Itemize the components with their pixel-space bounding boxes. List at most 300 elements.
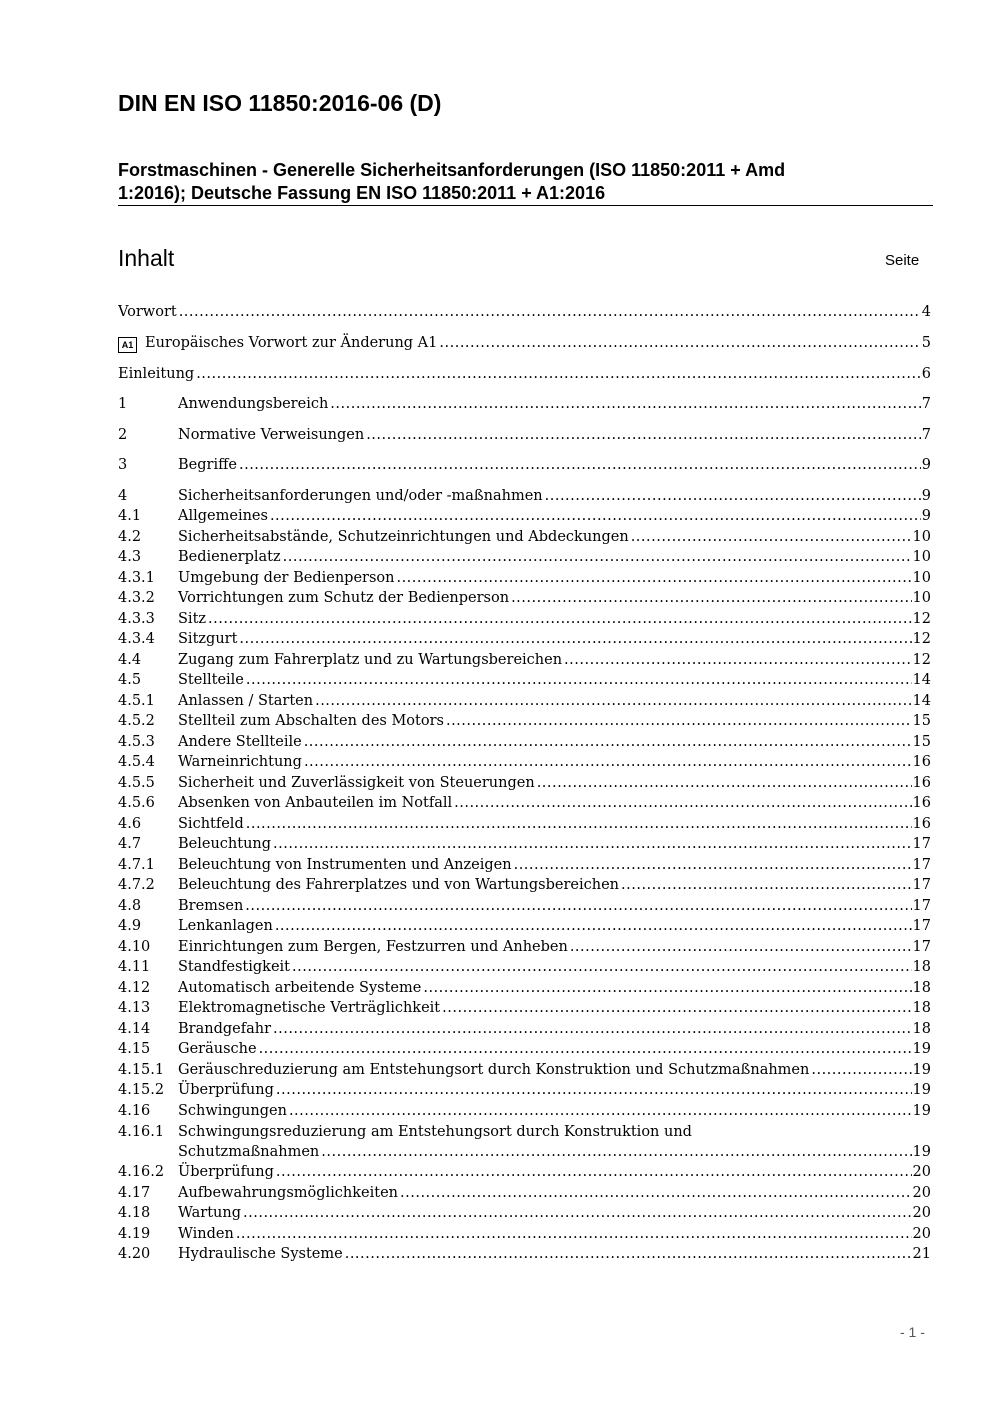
toc-entry-line: [178, 1183, 931, 1203]
toc-entry-line: [178, 1019, 931, 1039]
toc-entry[interactable]: [118, 732, 931, 752]
toc-entry-number: 4.3.2: [118, 590, 155, 606]
toc-entry-label-wrap: [178, 670, 244, 690]
toc-entry-label-wrap: [178, 875, 619, 895]
subtitle-line-2: 1:2016); Deutsche Fassung EN ISO 11850:2011 + A1:2016: [118, 183, 606, 203]
toc-entry-label-wrap: [178, 1039, 257, 1059]
toc-entry-page: 7: [921, 396, 931, 412]
toc-entry-line: [178, 425, 931, 445]
dot-leader: [283, 547, 912, 567]
toc-entry-label-wrap: [178, 1224, 234, 1244]
toc-entry-page: 19: [912, 1144, 931, 1160]
toc-entry[interactable]: [118, 1183, 931, 1203]
toc-entry-label-wrap: [178, 711, 444, 731]
toc-entry-line: [178, 916, 931, 936]
toc-entry-page: 19: [912, 1062, 931, 1078]
toc-entry-page: 16: [912, 775, 931, 791]
toc-entry-number: 4.5.3: [118, 734, 155, 750]
toc-entry-page: 14: [912, 672, 931, 688]
toc-entry-label: Hydraulische Systeme: [178, 1246, 343, 1262]
toc-entry[interactable]: [118, 1244, 931, 1264]
toc-entry-label: Überprüfung: [178, 1164, 274, 1180]
toc-entry-page: 12: [912, 652, 931, 668]
toc-entry-number: 4: [118, 488, 128, 504]
toc-entry-number: 4.19: [118, 1226, 151, 1242]
toc-entry-number: 4.9: [118, 918, 142, 934]
dot-leader: [292, 957, 912, 977]
toc-entry[interactable]: [118, 629, 931, 649]
toc-entry-label-wrap: [178, 1162, 274, 1182]
toc-entry-page: 20: [912, 1185, 931, 1201]
dot-leader: [273, 834, 912, 854]
toc-entry-number: 3: [118, 457, 128, 473]
toc-entry-label-wrap: [178, 1183, 398, 1203]
toc-entry-number: 4.13: [118, 1000, 151, 1016]
toc-entry-number: 4.15: [118, 1041, 151, 1057]
toc-entry-page: 17: [912, 918, 931, 934]
toc-entry[interactable]: [118, 650, 931, 670]
toc-entry[interactable]: [118, 937, 931, 957]
toc-entry-line: [178, 978, 931, 998]
dot-leader: [366, 425, 921, 445]
toc-entry-number: 4.4: [118, 652, 142, 668]
dot-leader: [275, 916, 912, 936]
toc-entry-label: Geräuschreduzierung am Entstehungsort durch Konstruktion und Schutzmaßnahmen: [178, 1062, 810, 1078]
toc-entry-page: 12: [912, 611, 931, 627]
toc-entry[interactable]: [118, 752, 931, 772]
toc-entry-label: Brandgefahr: [178, 1021, 271, 1037]
toc-entry-label: Wartung: [178, 1205, 242, 1221]
toc-entry-page: 4: [921, 304, 931, 320]
toc-entry-number: 4.20: [118, 1246, 151, 1262]
toc-entry-label-wrap: [178, 425, 364, 445]
toc-entry-line: [178, 568, 931, 588]
toc-entry-line: [178, 1101, 931, 1121]
toc-entry-label: Sicherheitsabstände, Schutzeinrichtungen und Abdeckungen: [178, 529, 629, 545]
document-subtitle: [118, 159, 898, 205]
toc-entry-number: 4.3: [118, 549, 142, 565]
toc-entry-line: [178, 547, 931, 567]
toc-entry[interactable]: [118, 773, 931, 793]
toc-entry-number: 4.16.1: [118, 1124, 165, 1140]
dot-leader: [179, 302, 921, 322]
dot-leader: [442, 998, 911, 1018]
dot-leader: [259, 1039, 912, 1059]
toc-entry-page: 17: [912, 898, 931, 914]
dot-leader: [304, 752, 912, 772]
toc-entry-line: [178, 1244, 931, 1264]
dot-leader: [208, 609, 912, 629]
toc-entry-page: 17: [912, 857, 931, 873]
toc-entry-label-wrap: [178, 1203, 241, 1223]
toc-entry-label-wrap: [178, 394, 328, 414]
toc-entry-label-wrap: [178, 896, 243, 916]
toc-entry-page: 9: [921, 457, 931, 473]
toc-entry-line: [178, 814, 931, 834]
toc-entry-label: Bremsen: [178, 898, 244, 914]
toc-entry-number: 4.8: [118, 898, 142, 914]
toc-entry[interactable]: [118, 1060, 931, 1080]
toc-entry-line: [178, 394, 931, 414]
toc-entry-label: Einrichtungen zum Bergen, Festzurren und Anheben: [178, 939, 568, 955]
dot-leader: [243, 1203, 912, 1223]
toc-entry-label-wrap: [178, 588, 509, 608]
toc-entry-label-wrap: [178, 773, 535, 793]
toc-entry-label-wrap: [178, 1142, 319, 1162]
toc-entry-line: [178, 732, 931, 752]
dot-leader: [330, 394, 920, 414]
toc-entry-line: [178, 486, 931, 506]
toc-entry[interactable]: [118, 364, 931, 384]
toc-entry[interactable]: [118, 1019, 931, 1039]
toc-entry[interactable]: [118, 978, 931, 998]
toc-entry-number: 4.7: [118, 836, 142, 852]
toc-entry-page: 10: [912, 549, 931, 565]
toc-entry-page: 10: [912, 570, 931, 586]
toc-entry-number: 1: [118, 396, 128, 412]
toc-entry-label: Standfestigkeit: [178, 959, 290, 975]
dot-leader: [564, 650, 912, 670]
toc-entry-label: Umgebung der Bedienperson: [178, 570, 395, 586]
toc-entry-line: [178, 1080, 931, 1100]
toc-entry-line: [178, 527, 931, 547]
toc-entry-line: [118, 302, 931, 322]
page-column-label: Seite: [885, 252, 920, 269]
toc-entry[interactable]: [118, 1101, 931, 1121]
toc-entry-page: 18: [912, 1000, 931, 1016]
toc-entry-number: 4.5.6: [118, 795, 155, 811]
toc-entry-label-wrap: [178, 793, 452, 813]
page-number: - 1 -: [900, 1324, 925, 1340]
toc-entry-label-wrap: [178, 937, 568, 957]
dot-leader: [811, 1060, 911, 1080]
toc-entry-label: Aufbewahrungsmöglichkeiten: [178, 1185, 399, 1201]
toc-entry[interactable]: [118, 875, 931, 895]
toc-entry-label-wrap: [178, 1244, 343, 1264]
toc-entry[interactable]: [118, 691, 931, 711]
toc-entry-number: 4.11: [118, 959, 151, 975]
toc-entry-page: 19: [912, 1103, 931, 1119]
toc-entry-number: 4.10: [118, 939, 151, 955]
toc-entry[interactable]: [118, 1162, 931, 1182]
toc-entry-label: Warneinrichtung: [178, 754, 302, 770]
toc-entry-line: [178, 998, 931, 1018]
toc-entry-number: 4.12: [118, 980, 151, 996]
dot-leader: [454, 793, 911, 813]
toc-entry-number: 4.5.4: [118, 754, 155, 770]
toc-entry-label-wrap: [178, 527, 629, 547]
toc-entry[interactable]: [118, 916, 931, 936]
toc-entry-number: 4.16: [118, 1103, 151, 1119]
dot-leader: [289, 1101, 912, 1121]
toc-entry-label-wrap: [178, 732, 302, 752]
toc-entry[interactable]: [118, 957, 931, 977]
toc-entry-label: Europäisches Vorwort zur Änderung A1: [145, 335, 438, 351]
title-divider: [118, 205, 933, 206]
toc-entry-label: Sitzgurt: [178, 631, 238, 647]
toc-entry-page: 19: [912, 1082, 931, 1098]
toc-entry-label-wrap: [178, 834, 271, 854]
toc-entry-line: [178, 752, 931, 772]
toc-entry-number: 4.3.4: [118, 631, 155, 647]
toc-entry-line: [178, 855, 931, 875]
toc-entry-line: [178, 773, 931, 793]
toc-entry-line: [178, 793, 931, 813]
dot-leader: [545, 486, 921, 506]
toc-entry-label-wrap: [178, 547, 281, 567]
toc-entry-label-wrap: [178, 486, 543, 506]
toc-entry-number: 4.17: [118, 1185, 151, 1201]
dot-leader: [246, 814, 912, 834]
toc-entry-number: 4.18: [118, 1205, 151, 1221]
toc-entry-page: 5: [921, 335, 931, 351]
toc-entry-label-wrap: [178, 957, 290, 977]
toc-entry-label-line-1: Schwingungsreduzierung am Entstehungsort durch Konstruktion und: [178, 1124, 692, 1140]
toc-entry-number: 4.16.2: [118, 1164, 165, 1180]
toc-entry[interactable]: [118, 1080, 931, 1100]
toc-entry-label: Vorwort: [118, 304, 177, 320]
toc-entry-page: 20: [912, 1164, 931, 1180]
toc-entry-line: [178, 650, 931, 670]
toc-entry-label-wrap: [178, 650, 562, 670]
toc-entry[interactable]: [118, 793, 931, 813]
dot-leader: [396, 568, 911, 588]
toc-entry-label: Lenkanlagen: [178, 918, 273, 934]
toc-entry-label: Sicherheitsanforderungen und/oder -maßnahmen: [178, 488, 543, 504]
dot-leader: [273, 1019, 912, 1039]
toc-entry-page: 18: [912, 980, 931, 996]
toc-entry[interactable]: [118, 506, 931, 526]
toc-entry[interactable]: [118, 670, 931, 690]
toc-entry-line: [178, 455, 931, 475]
toc-entry[interactable]: [118, 425, 931, 445]
toc-entry-label-wrap: [178, 752, 302, 772]
dot-leader: [514, 855, 912, 875]
toc-entry-page: 17: [912, 877, 931, 893]
toc-entry-label-wrap: [178, 916, 273, 936]
dot-leader: [239, 455, 921, 475]
toc-entry-line: [178, 506, 931, 526]
toc-entry-line: [178, 670, 931, 690]
toc-entry-page: 16: [912, 754, 931, 770]
toc-entry-label-wrap: [118, 333, 437, 353]
toc-entry-label-wrap: [178, 998, 440, 1018]
dot-leader: [245, 896, 911, 916]
toc-entry-label: Zugang zum Fahrerplatz und zu Wartungsbereichen: [178, 652, 563, 668]
toc-entry-line: [118, 364, 931, 384]
toc-entry-label-wrap: [178, 609, 206, 629]
toc-entry[interactable]: [118, 834, 931, 854]
toc-entry-number: 4.5.2: [118, 713, 155, 729]
toc-entry[interactable]: [118, 998, 931, 1018]
toc-entry-label-wrap: [178, 814, 244, 834]
toc-entry[interactable]: [118, 568, 931, 588]
dot-leader: [270, 506, 921, 526]
subtitle-line-1: Forstmaschinen - Generelle Sicherheitsanforderungen (ISO 11850:2011 + Amd: [118, 160, 786, 180]
toc-entry[interactable]: [118, 711, 931, 731]
dot-leader: [439, 333, 920, 353]
toc-entry[interactable]: [118, 547, 931, 567]
toc-entry-label: Sicherheit und Zuverlässigkeit von Steuerungen: [178, 775, 535, 791]
toc-entry[interactable]: [118, 1203, 931, 1223]
toc-entry-label: Schwingungen: [178, 1103, 287, 1119]
toc-entry-line: [178, 834, 931, 854]
toc-entry-label: Sitz: [178, 611, 207, 627]
document-title: DIN EN ISO 11850:2016-06 (D): [118, 90, 442, 116]
toc-entry-page: 16: [912, 795, 931, 811]
toc-entry-label: Absenken von Anbauteilen im Notfall: [178, 795, 453, 811]
toc-entry[interactable]: [118, 814, 931, 834]
toc-entry[interactable]: [118, 394, 931, 414]
toc-entry-page: 20: [912, 1226, 931, 1242]
toc-entry-line: [118, 333, 931, 353]
toc-entry-line: [178, 629, 931, 649]
dot-leader: [621, 875, 912, 895]
toc-entry-label-wrap: [178, 568, 394, 588]
dot-leader: [321, 1142, 911, 1162]
toc-entry-number: 4.3.1: [118, 570, 155, 586]
toc-entry[interactable]: [118, 455, 931, 475]
toc-entry[interactable]: [118, 486, 931, 506]
toc-entry-label: Sichtfeld: [178, 816, 244, 832]
toc-entry-number: 4.3.3: [118, 611, 155, 627]
toc-entry[interactable]: [118, 1224, 931, 1244]
toc-entry-page: 18: [912, 959, 931, 975]
toc-entry-number: 4.15.2: [118, 1082, 165, 1098]
toc-entry-label-wrap: [178, 455, 237, 475]
toc-entry-label-wrap: [178, 1101, 287, 1121]
dot-leader: [345, 1244, 912, 1264]
toc-entry-page: 14: [912, 693, 931, 709]
toc-entry-label: Anwendungsbereich: [178, 396, 329, 412]
toc-entry-label-wrap: [178, 978, 421, 998]
toc-entry-line: [178, 937, 931, 957]
dot-leader: [239, 629, 911, 649]
toc-entry-label-wrap: [178, 506, 268, 526]
toc-entry-line: [178, 1162, 931, 1182]
toc-entry-label-wrap: [178, 1019, 271, 1039]
dot-leader: [276, 1080, 912, 1100]
toc-entry[interactable]: [118, 588, 931, 608]
toc-entry-page: 6: [921, 366, 931, 382]
toc-entry-label: Stellteil zum Abschalten des Motors: [178, 713, 444, 729]
toc-entry-page: 9: [921, 488, 931, 504]
toc-entry-label: Bedienerplatz: [178, 549, 281, 565]
toc-entry-label: Geräusche: [178, 1041, 257, 1057]
toc-entry-page: 10: [912, 529, 931, 545]
toc-entry-number: 4.5.5: [118, 775, 155, 791]
toc-entry-label-wrap: [178, 691, 313, 711]
dot-leader: [304, 732, 912, 752]
toc-entry-page: 19: [912, 1041, 931, 1057]
toc-entry[interactable]: [118, 1122, 931, 1162]
toc-entry-label: Schutzmaßnahmen: [178, 1144, 320, 1160]
toc-entry-line: [178, 1060, 931, 1080]
dot-leader: [570, 937, 912, 957]
toc-entry[interactable]: [118, 855, 931, 875]
toc-entry-line: [178, 1203, 931, 1223]
toc-entry-line: [178, 1142, 931, 1162]
toc-entry-page: 21: [912, 1246, 931, 1262]
toc-entry-label-wrap: [118, 364, 194, 384]
toc-entry-line: [178, 1224, 931, 1244]
toc-entry-label: Überprüfung: [178, 1082, 274, 1098]
dot-leader: [446, 711, 912, 731]
toc-entry-number: 4.2: [118, 529, 142, 545]
toc-entry-label: Winden: [178, 1226, 234, 1242]
toc-entry-label-wrap: [178, 1060, 809, 1080]
toc-entry-page: 18: [912, 1021, 931, 1037]
toc-entry-number: 4.14: [118, 1021, 151, 1037]
toc-entry-line: [178, 896, 931, 916]
toc-entry-label: Automatisch arbeitende Systeme: [178, 980, 422, 996]
toc-entry-label: Anlassen / Starten: [178, 693, 314, 709]
toc-entry-label: Einleitung: [118, 366, 195, 382]
toc-entry-label: Elektromagnetische Verträglichkeit: [178, 1000, 441, 1016]
toc-entry-line: [178, 609, 931, 629]
toc-entry-line: [178, 957, 931, 977]
toc-entry-page: 10: [912, 590, 931, 606]
toc-entry-label: Beleuchtung von Instrumenten und Anzeigen: [178, 857, 512, 873]
toc-entry-page: 17: [912, 939, 931, 955]
toc-entry-label: Beleuchtung: [178, 836, 272, 852]
toc-entry-page: 17: [912, 836, 931, 852]
toc-entry-number: 4.5.1: [118, 693, 155, 709]
toc-entry[interactable]: [118, 333, 931, 353]
toc-entry-label: Begriffe: [178, 457, 237, 473]
toc-entry-line: [178, 691, 931, 711]
toc-entry-label-wrap: [178, 855, 512, 875]
a1-marker-icon: A1: [118, 337, 137, 353]
toc-entry[interactable]: [118, 896, 931, 916]
toc-entry-label-wrap: [178, 1080, 274, 1100]
dot-leader: [511, 588, 911, 608]
toc-entry-number: 4.7.1: [118, 857, 155, 873]
dot-leader: [400, 1183, 912, 1203]
toc-entry-label: Andere Stellteile: [178, 734, 302, 750]
dot-leader: [537, 773, 912, 793]
toc-entry-line: [178, 711, 931, 731]
toc-entry-label: Vorrichtungen zum Schutz der Bedienperson: [178, 590, 510, 606]
toc-entry-page: 16: [912, 816, 931, 832]
toc-entry-page: 7: [921, 427, 931, 443]
toc-entry-line: [178, 875, 931, 895]
toc-entry-page: 15: [912, 734, 931, 750]
toc-entry-label: Allgemeines: [178, 508, 268, 524]
toc-heading: Inhalt: [118, 245, 175, 271]
dot-leader: [246, 670, 912, 690]
toc-entry-label: Normative Verweisungen: [178, 427, 365, 443]
toc-entry-label-wrap: [178, 629, 237, 649]
dot-leader: [236, 1224, 912, 1244]
dot-leader: [423, 978, 911, 998]
toc-entry[interactable]: [118, 609, 931, 629]
toc-entry[interactable]: [118, 1039, 931, 1059]
toc-entry-page: 15: [912, 713, 931, 729]
toc-entry-page: 20: [912, 1205, 931, 1221]
toc-entry[interactable]: [118, 302, 931, 322]
toc-entry-number: 4.7.2: [118, 877, 155, 893]
toc-entry-number: 2: [118, 427, 128, 443]
dot-leader: [196, 364, 921, 384]
toc-entry-label: Beleuchtung des Fahrerplatzes und von Wartungsbereichen: [178, 877, 620, 893]
toc-entry-number: 4.6: [118, 816, 142, 832]
toc-entry-line: [178, 588, 931, 608]
toc-entry[interactable]: [118, 527, 931, 547]
toc-entry-line: [178, 1039, 931, 1059]
dot-leader: [631, 527, 912, 547]
toc-entry-page: 12: [912, 631, 931, 647]
